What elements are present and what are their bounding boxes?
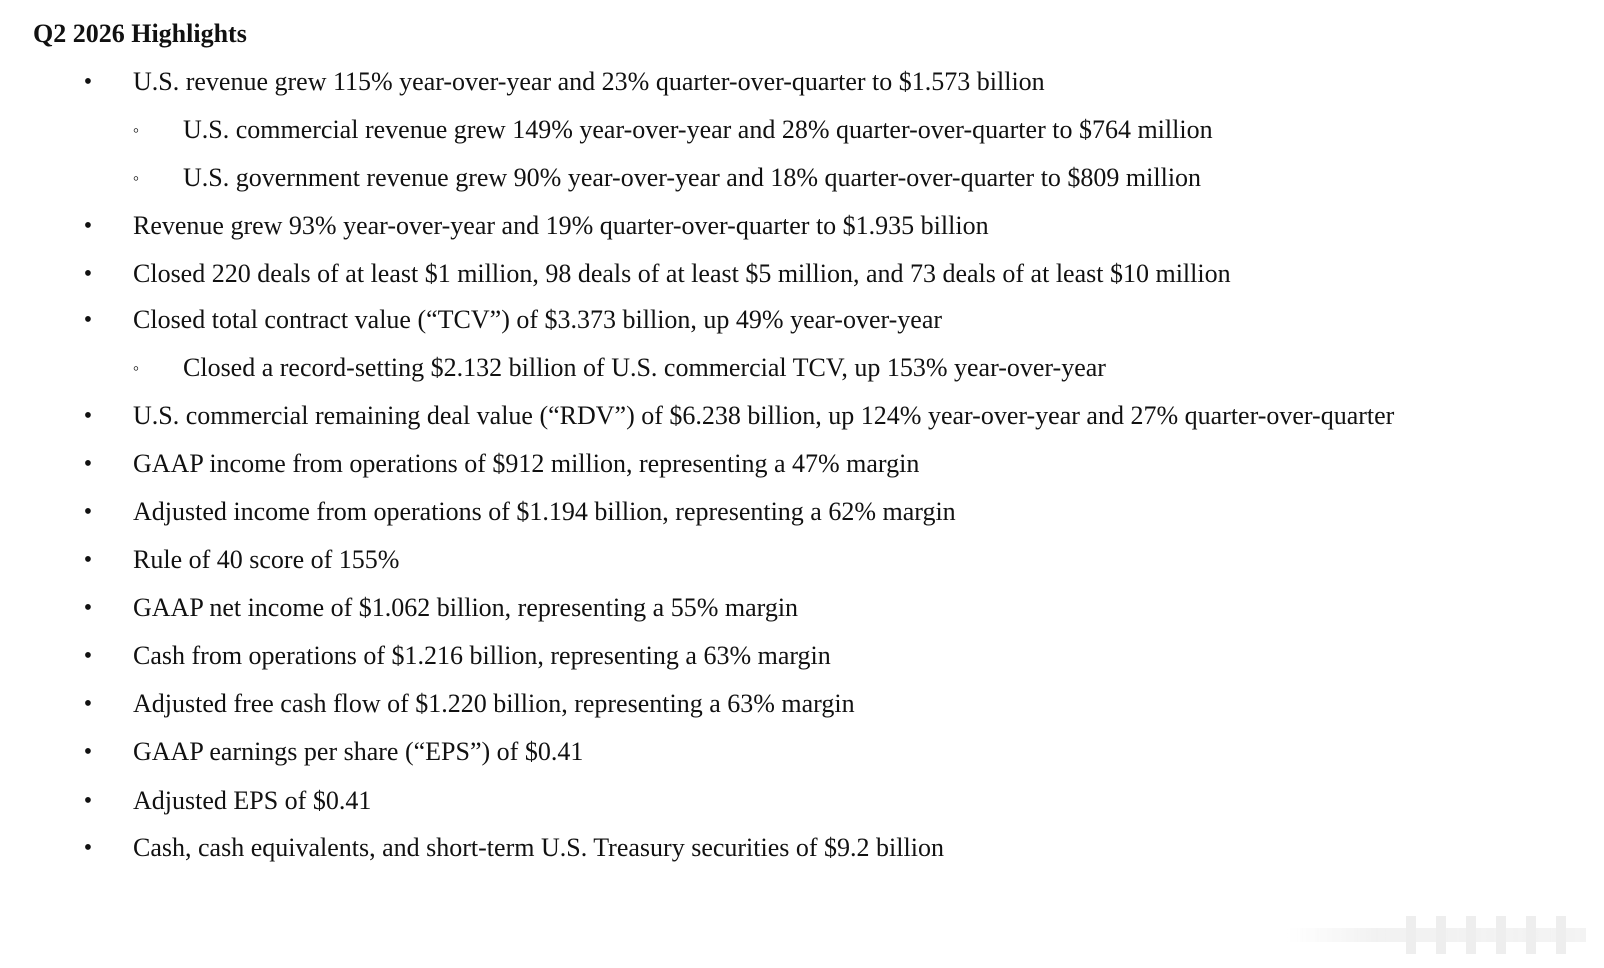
list-item [0,300,1604,340]
bullet-icon: • [83,69,93,95]
bullet-icon: • [83,451,93,477]
sub-list-item [0,158,1604,198]
bullet-icon: • [83,547,93,573]
bullet-icon: • [83,403,93,429]
list-item [0,781,1604,821]
list-item [0,62,1604,102]
list-item [0,588,1604,628]
list-item-text: GAAP earnings per share (“EPS”) of $0.41 [133,737,584,766]
list-item [0,732,1604,772]
sub-list-item [0,348,1604,388]
document-title: Q2 2026 Highlights [33,19,247,48]
sub-list-item-text: U.S. commercial revenue grew 149% year-over-year and 28% quarter-over-quarter to $764 million [183,115,1213,144]
list-item-text: Cash, cash equivalents, and short-term U.S. Treasury securities of $9.2 billion [133,833,944,862]
sub-list-item-text: Closed a record-setting $2.132 billion of U.S. commercial TCV, up 153% year-over-year [183,353,1106,382]
bullet-icon: • [83,739,93,765]
list-item [0,684,1604,724]
list-item [0,492,1604,532]
bullet-icon: • [83,835,93,861]
list-item [0,636,1604,676]
list-item-text: Cash from operations of $1.216 billion, representing a 63% margin [133,641,831,670]
list-item-text: Rule of 40 score of 155% [133,545,400,574]
sub-list-item [0,110,1604,150]
list-item-text: GAAP income from operations of $912 million, representing a 47% margin [133,449,920,478]
list-item [0,396,1604,436]
list-item-text: U.S. commercial remaining deal value (“RDV”) of $6.238 billion, up 124% year-over-year and 27% quarter-over-quarter [133,401,1395,430]
list-item [0,828,1604,868]
list-item-text: Revenue grew 93% year-over-year and 19% quarter-over-quarter to $1.935 billion [133,211,989,240]
bullet-icon: • [83,499,93,525]
bullet-icon: • [83,788,93,814]
watermark-icon [1286,910,1586,960]
bullet-icon: • [83,691,93,717]
bullet-icon: • [83,261,93,287]
bullet-icon: • [83,307,93,333]
bullet-icon: • [83,643,93,669]
sub-bullet-icon: ◦ [132,168,140,188]
list-item-text: Adjusted free cash flow of $1.220 billion, representing a 63% margin [133,689,855,718]
list-item [0,254,1604,294]
list-item-text: Closed 220 deals of at least $1 million, 98 deals of at least $5 million, and 73 deals of at least $10 million [133,259,1231,288]
list-item [0,206,1604,246]
sub-list-item-text: U.S. government revenue grew 90% year-over-year and 18% quarter-over-quarter to $809 million [183,163,1202,192]
sub-bullet-icon: ◦ [132,120,140,140]
list-item-text: Adjusted EPS of $0.41 [133,786,372,815]
bullet-icon: • [83,595,93,621]
list-item-text: GAAP net income of $1.062 billion, representing a 55% margin [133,593,799,622]
list-item [0,540,1604,580]
list-item-text: Adjusted income from operations of $1.194 billion, representing a 62% margin [133,497,956,526]
sub-bullet-icon: ◦ [132,358,140,378]
list-item-text: U.S. revenue grew 115% year-over-year and 23% quarter-over-quarter to $1.573 billion [133,67,1045,96]
bullet-icon: • [83,213,93,239]
list-item-text: Closed total contract value (“TCV”) of $3.373 billion, up 49% year-over-year [133,305,943,334]
list-item [0,444,1604,484]
